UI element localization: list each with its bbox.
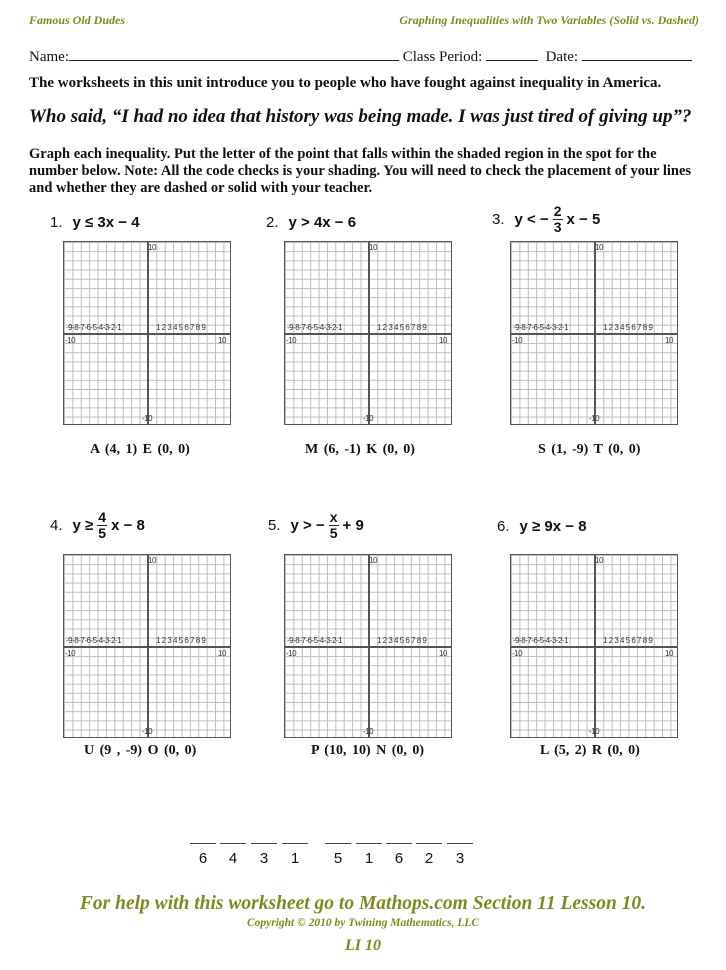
problem-1-points: A (4, 1) E (0, 0) [90,442,190,457]
problem-number: 4. [50,517,63,534]
y-min-label: -10 [142,727,153,736]
copyright-text: Copyright © 2010 by Twining Mathematics, LLC [246,917,480,929]
x-pos-ticks: 1 2 3 4 5 6 7 8 9 [156,636,206,645]
inequality-expression [73,510,145,541]
fraction-numerator: 4 [98,509,107,525]
instructions-text: Graph each inequality. Put the letter of the point that falls within the shaded region in the spot for the number below. Note: All the code checks is your shading. You will need to check the placement of your lines and whether they are dashed or solid with your teacher. [29,146,692,196]
date-label: Date: [545,49,579,65]
x-axis [511,333,677,335]
x-min-label: -10 [512,336,523,345]
inequality-expression [289,214,357,231]
y-min-label: -10 [363,727,374,736]
y-max-label: 10 [595,243,603,252]
x-neg-ticks: -9-8-7-6-5-4-3-2-1 [66,636,122,645]
problem-ref: 2 [424,850,434,867]
answer-slot-2[interactable] [220,843,246,867]
date-field[interactable] [582,46,692,61]
y-max-label: 10 [595,556,603,565]
y-max-label: 10 [369,243,377,252]
problem-5-label [268,510,364,541]
fraction-denominator: 5 [329,525,338,541]
inequality-rhs: x − 5 [566,211,601,228]
y-max-label: 10 [148,556,156,565]
x-min-label: -10 [65,336,76,345]
problem-6-points: L (5, 2) R (0, 0) [540,743,640,758]
inequality-rhs: x − 8 [111,517,145,534]
problem-5-points: P (10, 10) N (0, 0) [311,743,425,758]
problem-4-label [50,510,145,541]
x-axis [64,333,230,335]
problem-number: 6. [497,518,510,535]
student-info-line [29,46,699,66]
x-pos-ticks: 1 2 3 4 5 6 7 8 9 [603,636,653,645]
fraction [329,510,339,541]
fraction-numerator: x [329,509,338,525]
y-max-label: 10 [369,556,377,565]
x-min-label: -10 [286,649,297,658]
problem-ref: 4 [228,850,238,867]
x-neg-ticks: -9-8-7-6-5-4-3-2-1 [513,323,569,332]
problem-3-label [492,204,600,235]
inequality-expression [515,204,601,235]
inequality-lhs: y ≥ [72,517,94,534]
name-label: Name: [29,49,69,65]
class-period-field[interactable] [486,46,538,61]
coordinate-grid-2[interactable] [284,241,452,425]
problem-number: 2. [266,214,279,231]
y-min-label: -10 [589,414,600,423]
x-axis [285,333,451,335]
quote-question: Who said, “I had no idea that history was being made. I was just tired of giving up”? [29,106,692,127]
x-neg-ticks: -9-8-7-6-5-4-3-2-1 [513,636,569,645]
problem-ref: 6 [198,850,208,867]
problem-1-label [50,214,140,231]
x-max-label: 10 [439,336,447,345]
x-max-label: 10 [218,649,226,658]
problem-ref: 5 [333,850,343,867]
inequality-text: y ≤ 3x − 4 [72,214,140,231]
x-max-label: 10 [218,336,226,345]
inequality-expression [520,518,587,535]
coordinate-grid-3[interactable] [510,241,678,425]
coordinate-grid-6[interactable] [510,554,678,738]
y-min-label: -10 [589,727,600,736]
problem-2-label [266,214,356,231]
problem-ref: 6 [394,850,404,867]
worksheet-code: LI 10 [345,937,381,954]
answer-slot-4[interactable] [282,843,308,867]
problem-6-label [497,518,587,535]
x-neg-ticks: -9-8-7-6-5-4-3-2-1 [66,323,122,332]
inequality-text: y > 4x − 6 [288,214,357,231]
fraction-denominator: 5 [98,525,107,541]
fraction-denominator: 3 [553,219,562,235]
problem-ref: 1 [364,850,374,867]
inequality-rhs: + 9 [342,517,364,534]
coordinate-grid-1[interactable] [63,241,231,425]
help-link-text: For help with this worksheet go to Mathops.com Section 11 Lesson 10. [79,893,647,914]
answer-slot-5[interactable] [325,843,351,867]
x-neg-ticks: -9-8-7-6-5-4-3-2-1 [287,636,343,645]
inequality-text: y ≥ 9x − 8 [519,518,587,535]
answer-slot-7[interactable] [386,843,412,867]
name-field[interactable] [69,46,399,61]
inequality-lhs: y < − [514,211,549,228]
problem-4-points: U (9 , -9) O (0, 0) [84,743,197,758]
problem-3-points: S (1, -9) T (0, 0) [538,442,641,457]
fraction-numerator: 2 [553,203,562,219]
problem-2-points: M (6, -1) K (0, 0) [305,442,415,457]
problem-number: 3. [492,211,505,228]
x-max-label: 10 [665,336,673,345]
x-pos-ticks: 1 2 3 4 5 6 7 8 9 [377,323,427,332]
problem-number: 5. [268,517,281,534]
x-min-label: -10 [286,336,297,345]
x-pos-ticks: 1 2 3 4 5 6 7 8 9 [156,323,206,332]
class-period-label: Class Period: [402,49,483,65]
x-pos-ticks: 1 2 3 4 5 6 7 8 9 [377,636,427,645]
y-max-label: 10 [148,243,156,252]
fraction [553,204,563,235]
problem-ref: 3 [259,850,269,867]
x-axis [285,646,451,648]
worksheet-series-title: Famous Old Dudes [29,13,126,27]
x-pos-ticks: 1 2 3 4 5 6 7 8 9 [603,323,653,332]
answer-slot-1[interactable] [190,843,216,867]
x-max-label: 10 [665,649,673,658]
y-min-label: -10 [142,414,153,423]
worksheet-topic-title: Graphing Inequalities with Two Variables (Solid vs. Dashed) [399,13,699,27]
problem-number: 1. [50,214,63,231]
x-axis [64,646,230,648]
problem-ref: 3 [455,850,465,867]
x-neg-ticks: -9-8-7-6-5-4-3-2-1 [287,323,343,332]
x-min-label: -10 [512,649,523,658]
x-min-label: -10 [65,649,76,658]
answer-slot-8[interactable] [416,843,442,867]
answer-slot-3[interactable] [251,843,277,867]
inequality-expression [73,214,140,231]
coordinate-grid-5[interactable] [284,554,452,738]
x-axis [511,646,677,648]
coordinate-grid-4[interactable] [63,554,231,738]
x-max-label: 10 [439,649,447,658]
answer-slot-9[interactable] [447,843,473,867]
fraction [97,510,107,541]
inequality-expression [291,510,364,541]
inequality-lhs: y > − [290,517,325,534]
answer-slot-6[interactable] [356,843,382,867]
problem-ref: 1 [290,850,300,867]
y-min-label: -10 [363,414,374,423]
intro-text: The worksheets in this unit introduce you to people who have fought against inequality in America. [29,75,662,91]
